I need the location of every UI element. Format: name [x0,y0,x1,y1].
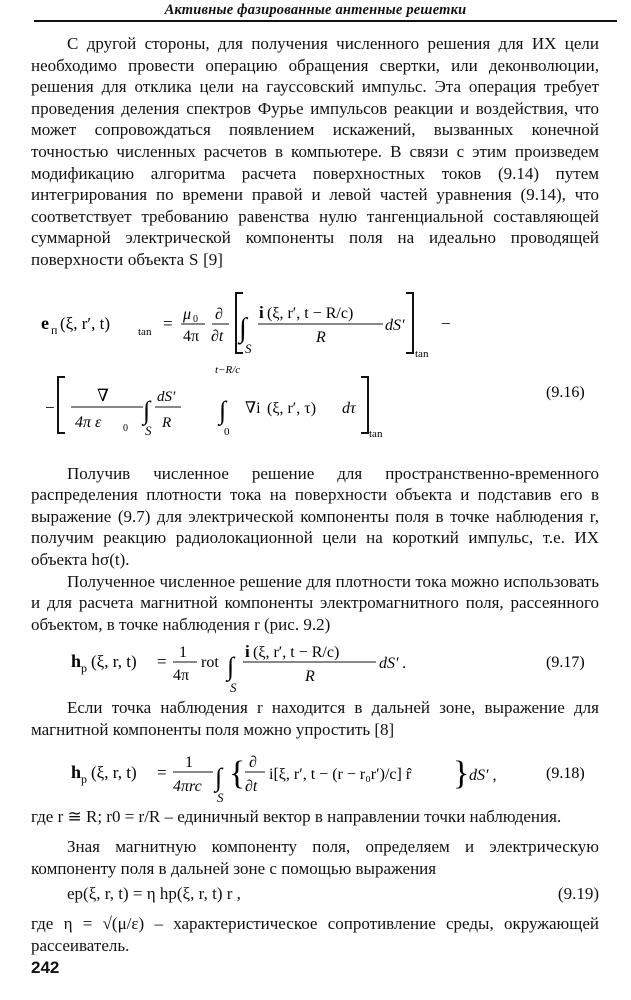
eq916-nabla: ∇ [97,385,109,405]
eq916-tan1: tan [415,347,429,360]
eq916-int3: ∫ [219,395,227,425]
eq916-partial-t: ∂t [211,327,224,345]
eq916-lower: 0 [224,425,230,438]
eq917-i: i [245,642,250,662]
eq918-brace-open: { [229,755,246,793]
running-header [0,0,631,22]
eq919-number: (9.19) [557,884,599,904]
eq916-int2: ∫ [143,395,151,425]
eq917-4pi: 4π [173,667,190,685]
eq916-nabla-i: ∇i [245,399,261,417]
eq917-one: 1 [179,644,187,662]
eq916-args-i: (ξ, r′, t − R/c) [267,304,354,322]
header-rule [34,20,617,22]
equation-9-18-graphic [31,740,599,806]
eq916-mu: μ [183,305,192,323]
paragraph-7: где η = √(μ/ε) – характеристическое сопротивление среды, окружающей рассеиватель. [31,914,599,955]
page-content [31,33,599,956]
eq916-upper: t−R/c [215,363,241,376]
eq916-eq: = [163,313,173,333]
eq916-4pi: 4π [183,327,200,345]
eq916-R: R [316,328,326,346]
eq917-int: ∫ [227,652,235,682]
paragraph-4: Если точка наблюдения r находится в дальней зоне, выражение для магнитной компоненты поля можно упростить [8] [31,698,599,739]
eq916-S: S [245,340,252,356]
eq918-int: ∫ [215,763,223,793]
eq917-dS: dS′ . [379,655,407,673]
equation-9-16 [31,285,599,463]
eq916-e: e [41,312,49,333]
paragraph-1: С другой стороны, для получения численного решения для ИХ цели необходимо провести операцию обращения свертки, или деконволюции, решения для отклика цели на гауссовский импульс. Эта операция требует проведения деления спектров Фурье импульсов реакции и воздействия, что может сопровождаться появлением искажений, вызванных конечной точностью численных расчетов в компьютере. В связи с этим произведем модификацию алгоритма расчета поверхностных токов (9.14) путем интегрирования по времени правой и левой частей уравнения (9.14), что соответствует требованию равенства нулю тангенциальной составляющей суммарной электрической компоненты поля на идеально проводящей поверхности объекта S [9] [31,34,599,269]
eq917-R: R [305,668,315,686]
eq916-partial: ∂ [215,305,223,323]
eq917-S: S [230,680,237,696]
eq917-sub: р [81,661,87,676]
eq916-tan2: tan [369,427,383,440]
equation-9-17 [31,635,599,697]
eq918-body: i[ξ, r′, t − (r − r₀r′)/c] r̂ [269,766,412,784]
eq916-dS: dS′ [385,316,405,334]
eq918-partial-t: ∂t [245,778,258,796]
eq918-one: 1 [185,754,193,772]
eq916-minus: − [45,397,55,417]
eq917-args: (ξ, r, t) [91,652,137,672]
paragraph-5: где r ≅ R; r0 = r/R – единичный вектор в направлении точки наблюдения. [31,807,562,827]
eq917-h: h [71,651,82,672]
eq918-h: h [71,762,82,783]
eq916-i: i [259,302,264,322]
page-number: 242 [31,958,60,977]
eq919-text: eр(ξ, r, t) = η hр(ξ, r, t) r , [67,884,241,904]
paragraph-3: Полученное численное решение для плотности тока можно использовать и для расчета магнитной компоненты электромагнитного поля, рассеянного объектом, в точке наблюдения r (рис. 9.2) [31,571,599,634]
eq918-sub: р [81,772,87,787]
eq916-sub-n: п [51,322,58,337]
paragraph-2: Получив численное решение для пространственно-временного распределения плотности тока на поверхности объекта и подставив его в выражение (9.7) для электрической компоненты поля в точке наблюдения r, получим реакцию радиолокационной цели на короткий импульс, т.е. ИХ объекта hσ(t). [31,463,599,569]
eq916-args-tau: (ξ, r′, τ) [267,399,317,417]
eq916-dS-num: dS′ [157,388,176,405]
eq916-args1: (ξ, r′, t) [60,313,111,333]
equation-9-16-graphic [31,285,599,463]
eq917-rot: rot [201,654,219,672]
eq916-R2: R [162,414,172,431]
eq916-dtau: dτ [342,399,356,417]
eq916-mu-sub: 0 [193,313,198,325]
eq918-dS: dS′ , [469,767,497,785]
running-title: Активные фазированные антенные решетки [164,2,467,18]
eq916-S2: S [145,422,152,438]
eq918-args: (ξ, r, t) [91,763,137,783]
eq916-4pi-eps: 4π ε [75,413,102,431]
eq917-number: (9.17) [546,654,585,672]
eq918-eq: = [157,763,167,783]
eq916-minus-end: − [441,313,451,333]
equation-9-19 [31,879,599,909]
eq918-partial: ∂ [249,754,257,772]
eq918-S: S [217,790,224,806]
eq918-number: (9.18) [546,765,585,783]
eq916-number: (9.16) [546,383,585,401]
equation-9-18 [31,740,599,806]
eq916-eps-sub: 0 [123,422,128,434]
eq916-sub-tan: tan [138,325,152,338]
eq917-eq: = [157,652,167,672]
eq918-brace-close: } [453,755,470,793]
paragraph-6: Зная магнитную компоненту поля, определяем и электрическую компоненту поля в дальней зоне с помощью выражения [31,837,599,878]
eq916-int: ∫ [239,312,247,344]
eq918-den: 4πrc [173,778,202,796]
equation-9-17-graphic [31,635,599,697]
eq917-args-i: (ξ, r′, t − R/c) [253,644,340,662]
